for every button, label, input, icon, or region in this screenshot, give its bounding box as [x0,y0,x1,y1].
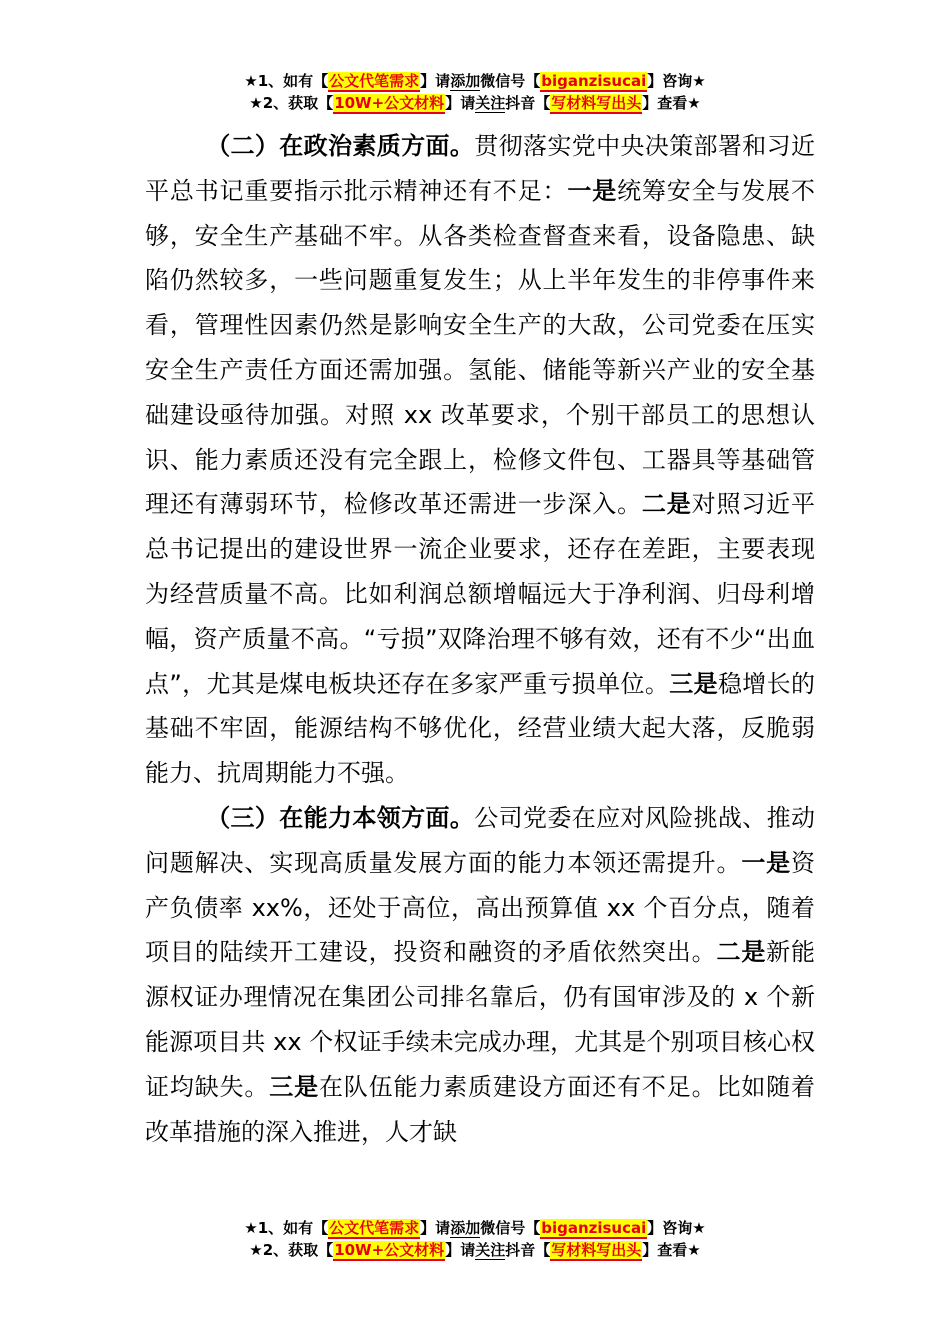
paragraph-text: 在队伍能力素质建设方面还有不足。比如随着改革措施的深入推进，人才缺 [145,1072,816,1146]
banner-text: ★2、获取【 [249,94,334,112]
banner-text: 抖音【 [505,1241,551,1259]
document-body [145,124,815,1154]
point-marker: 三是 [269,1072,319,1101]
banner-text: 】请 [420,72,451,90]
underlined-text: 关注 [475,94,506,112]
point-marker: 二是 [716,938,767,967]
highlight-douyin-account: 写材料写出头 [551,94,642,112]
point-marker: 三是 [669,669,718,698]
paragraph-text: 对照习近平总书记提出的建设世界一流企业要求，还存在差距，主要表现为经营质量不高。比如利润总额增幅远大于净利润、归母利增幅，资产质量不高。“亏损”双降治理不够有效，还有不少“出血点”，尤其是煤电板块还存在多家严重亏损单位。 [145,490,816,698]
banner-text: 】请 [445,1241,476,1259]
paragraph-text: 新能源权证办理情况在集团公司排名靠后，仍有国审涉及的 x 个新能源项目共 xx 个权证手续未完成办理，尤其是个别项目核心权证均缺失。 [145,938,816,1101]
banner-text: ★2、获取【 [249,1241,334,1259]
banner-line-2 [0,1239,950,1261]
highlight-materials: 10W+公文材料 [334,94,445,112]
banner-text: 】查看★ [642,1241,701,1259]
highlight-wechat-id: biganzisucai [541,1219,647,1237]
point-marker: 一是 [741,848,792,877]
banner-line-1 [0,1217,950,1239]
banner-text: 微信号【 [480,1219,541,1237]
paragraph-text: 稳增长的基础不牢固，能源结构不够优化，经营业绩大起大落，反脆弱能力、抗周期能力不强。 [145,669,816,788]
banner-text: 抖音【 [505,94,551,112]
highlight-service: 公文代笔需求 [329,72,420,90]
footer-banner [0,1217,950,1261]
underlined-text: 关注 [475,1241,506,1259]
banner-text: 】咨询★ [647,72,706,90]
banner-text: ★1、如有【 [244,72,329,90]
section-heading: （二）在政治素质方面。 [206,132,475,160]
underlined-text: 添加 [450,1219,481,1237]
highlight-douyin-account: 写材料写出头 [551,1241,642,1259]
paragraph-text: 统筹安全与发展不够，安全生产基础不牢。从各类检查督查来看，设备隐患、缺陷仍然较多，一些问题重复发生；从上半年发生的非停事件来看，管理性因素仍然是影响安全生产的大敌，公司党委在压实安全生产责任方面还需加强。氢能、储能等新兴产业的安全基础建设亟待加强。对照 xx 改革要求，个别干部员工的思想认识、能力素质还没有完全跟上，检修文件包、工器具等基础管理还有薄弱环节，检修改革还需进一步深入。 [145,176,816,519]
highlight-wechat-id: biganzisucai [541,72,647,90]
banner-text: 】请 [445,94,476,112]
banner-text: 微信号【 [480,72,541,90]
point-marker: 一是 [567,176,618,205]
highlight-service: 公文代笔需求 [329,1219,420,1237]
banner-text: 】查看★ [642,94,701,112]
paragraph-text: 贯彻落实党中央决策部署和习近平总书记重要指示批示精神还有不足： [145,132,816,205]
banner-line-1 [0,70,950,92]
paragraph-ability [145,796,815,1154]
point-marker: 二是 [641,490,692,519]
underlined-text: 添加 [450,72,481,90]
section-heading: （三）在能力本领方面。 [206,803,475,832]
header-banner [0,70,950,114]
banner-text: ★1、如有【 [244,1219,329,1237]
banner-text: 】请 [420,1219,451,1237]
paragraph-political-quality [145,124,815,796]
banner-text: 】咨询★ [647,1219,706,1237]
paragraph-text: 公司党委在应对风险挑战、推动问题解决、实现高质量发展方面的能力本领还需提升。 [145,803,816,877]
highlight-materials: 10W+公文材料 [334,1241,445,1259]
paragraph-text: 资产负债率 xx%，还处于高位，高出预算值 xx 个百分点，随着项目的陆续开工建设，投资和融资的矛盾依然突出。 [145,848,816,967]
banner-line-2 [0,92,950,114]
